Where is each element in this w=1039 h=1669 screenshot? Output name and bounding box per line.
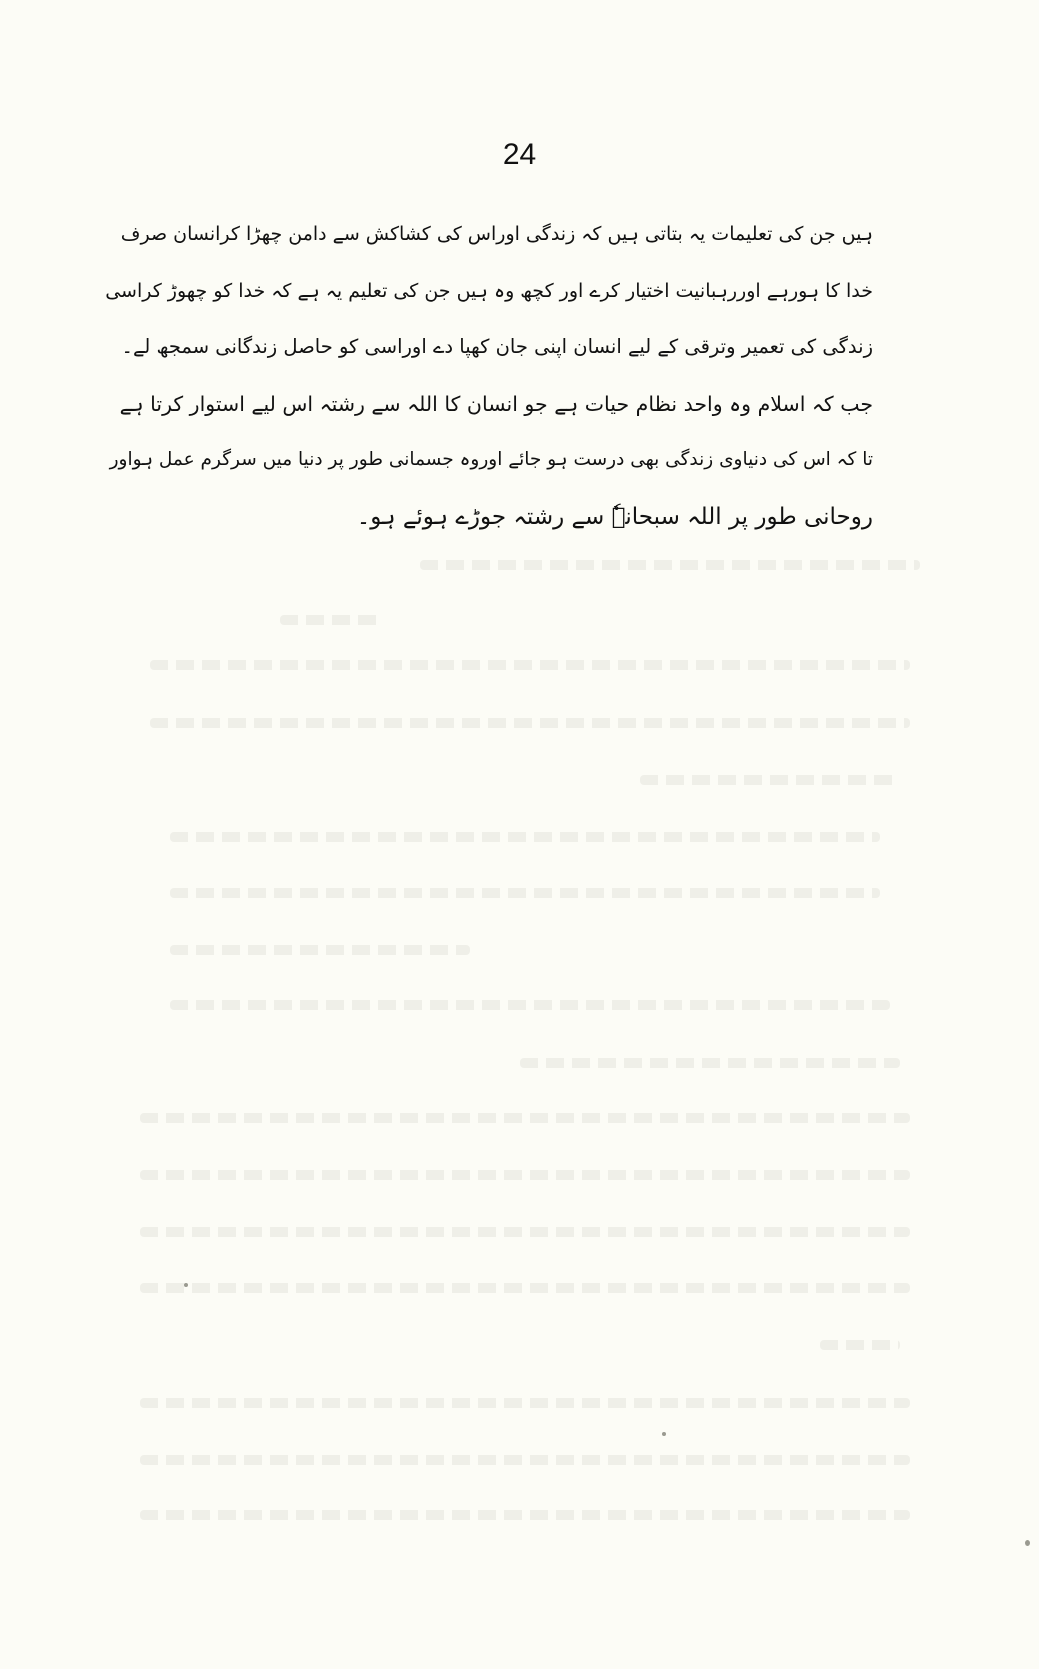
show-through-line	[170, 832, 880, 842]
show-through-line	[140, 1510, 910, 1520]
show-through-line	[520, 1058, 900, 1068]
body-paragraph	[105, 206, 873, 545]
paper-speck	[662, 1432, 666, 1436]
show-through-line	[150, 718, 910, 728]
show-through-line	[280, 615, 380, 625]
text-line: روحانی طور پر اللہ سبحانہٗ سے رشتہ جوڑے ہوئے ہو۔	[356, 503, 873, 530]
text-line: جب کہ اسلام وہ واحد نظام حیات ہے جو انسان کا اللہ سے رشتہ اس لیے استوار کرتا ہے	[119, 391, 873, 416]
show-through-line	[140, 1398, 910, 1408]
page-number: 24	[502, 138, 537, 171]
text-line: تا کہ اس کی دنیاوی زندگی بھی درست ہو جائے اوروہ جسمانی طور پر دنیا میں سرگرم عمل ہواور	[109, 449, 873, 470]
show-through-line	[170, 945, 470, 955]
show-through-line	[420, 560, 920, 570]
show-through-line	[140, 1227, 910, 1237]
paper-speck	[1025, 1540, 1030, 1546]
show-through-line	[640, 775, 900, 785]
show-through-line	[140, 1283, 910, 1293]
text-line: خدا کا ہورہے اوررہبانیت اختیار کرے اور کچھ وہ ہیں جن کی تعلیم یہ ہے کہ خدا کو چھوڑ کراسی	[105, 279, 873, 302]
show-through-line	[170, 1000, 890, 1010]
show-through-line	[140, 1113, 910, 1123]
paper-speck	[184, 1283, 188, 1287]
text-line: زندگی کی تعمیر وترقی کے لیے انسان اپنی جان کھپا دے اوراسی کو حاصل زندگانی سمجھ لے۔	[121, 335, 873, 358]
show-through-line	[140, 1455, 910, 1465]
show-through-line	[820, 1340, 900, 1350]
show-through-line	[150, 660, 910, 670]
show-through-line	[140, 1170, 910, 1180]
show-through-line	[170, 888, 880, 898]
text-line: ہیں جن کی تعلیمات یہ بتاتی ہیں کہ زندگی اوراس کی کشاکش سے دامن چھڑا کرانسان صرف	[120, 223, 873, 245]
